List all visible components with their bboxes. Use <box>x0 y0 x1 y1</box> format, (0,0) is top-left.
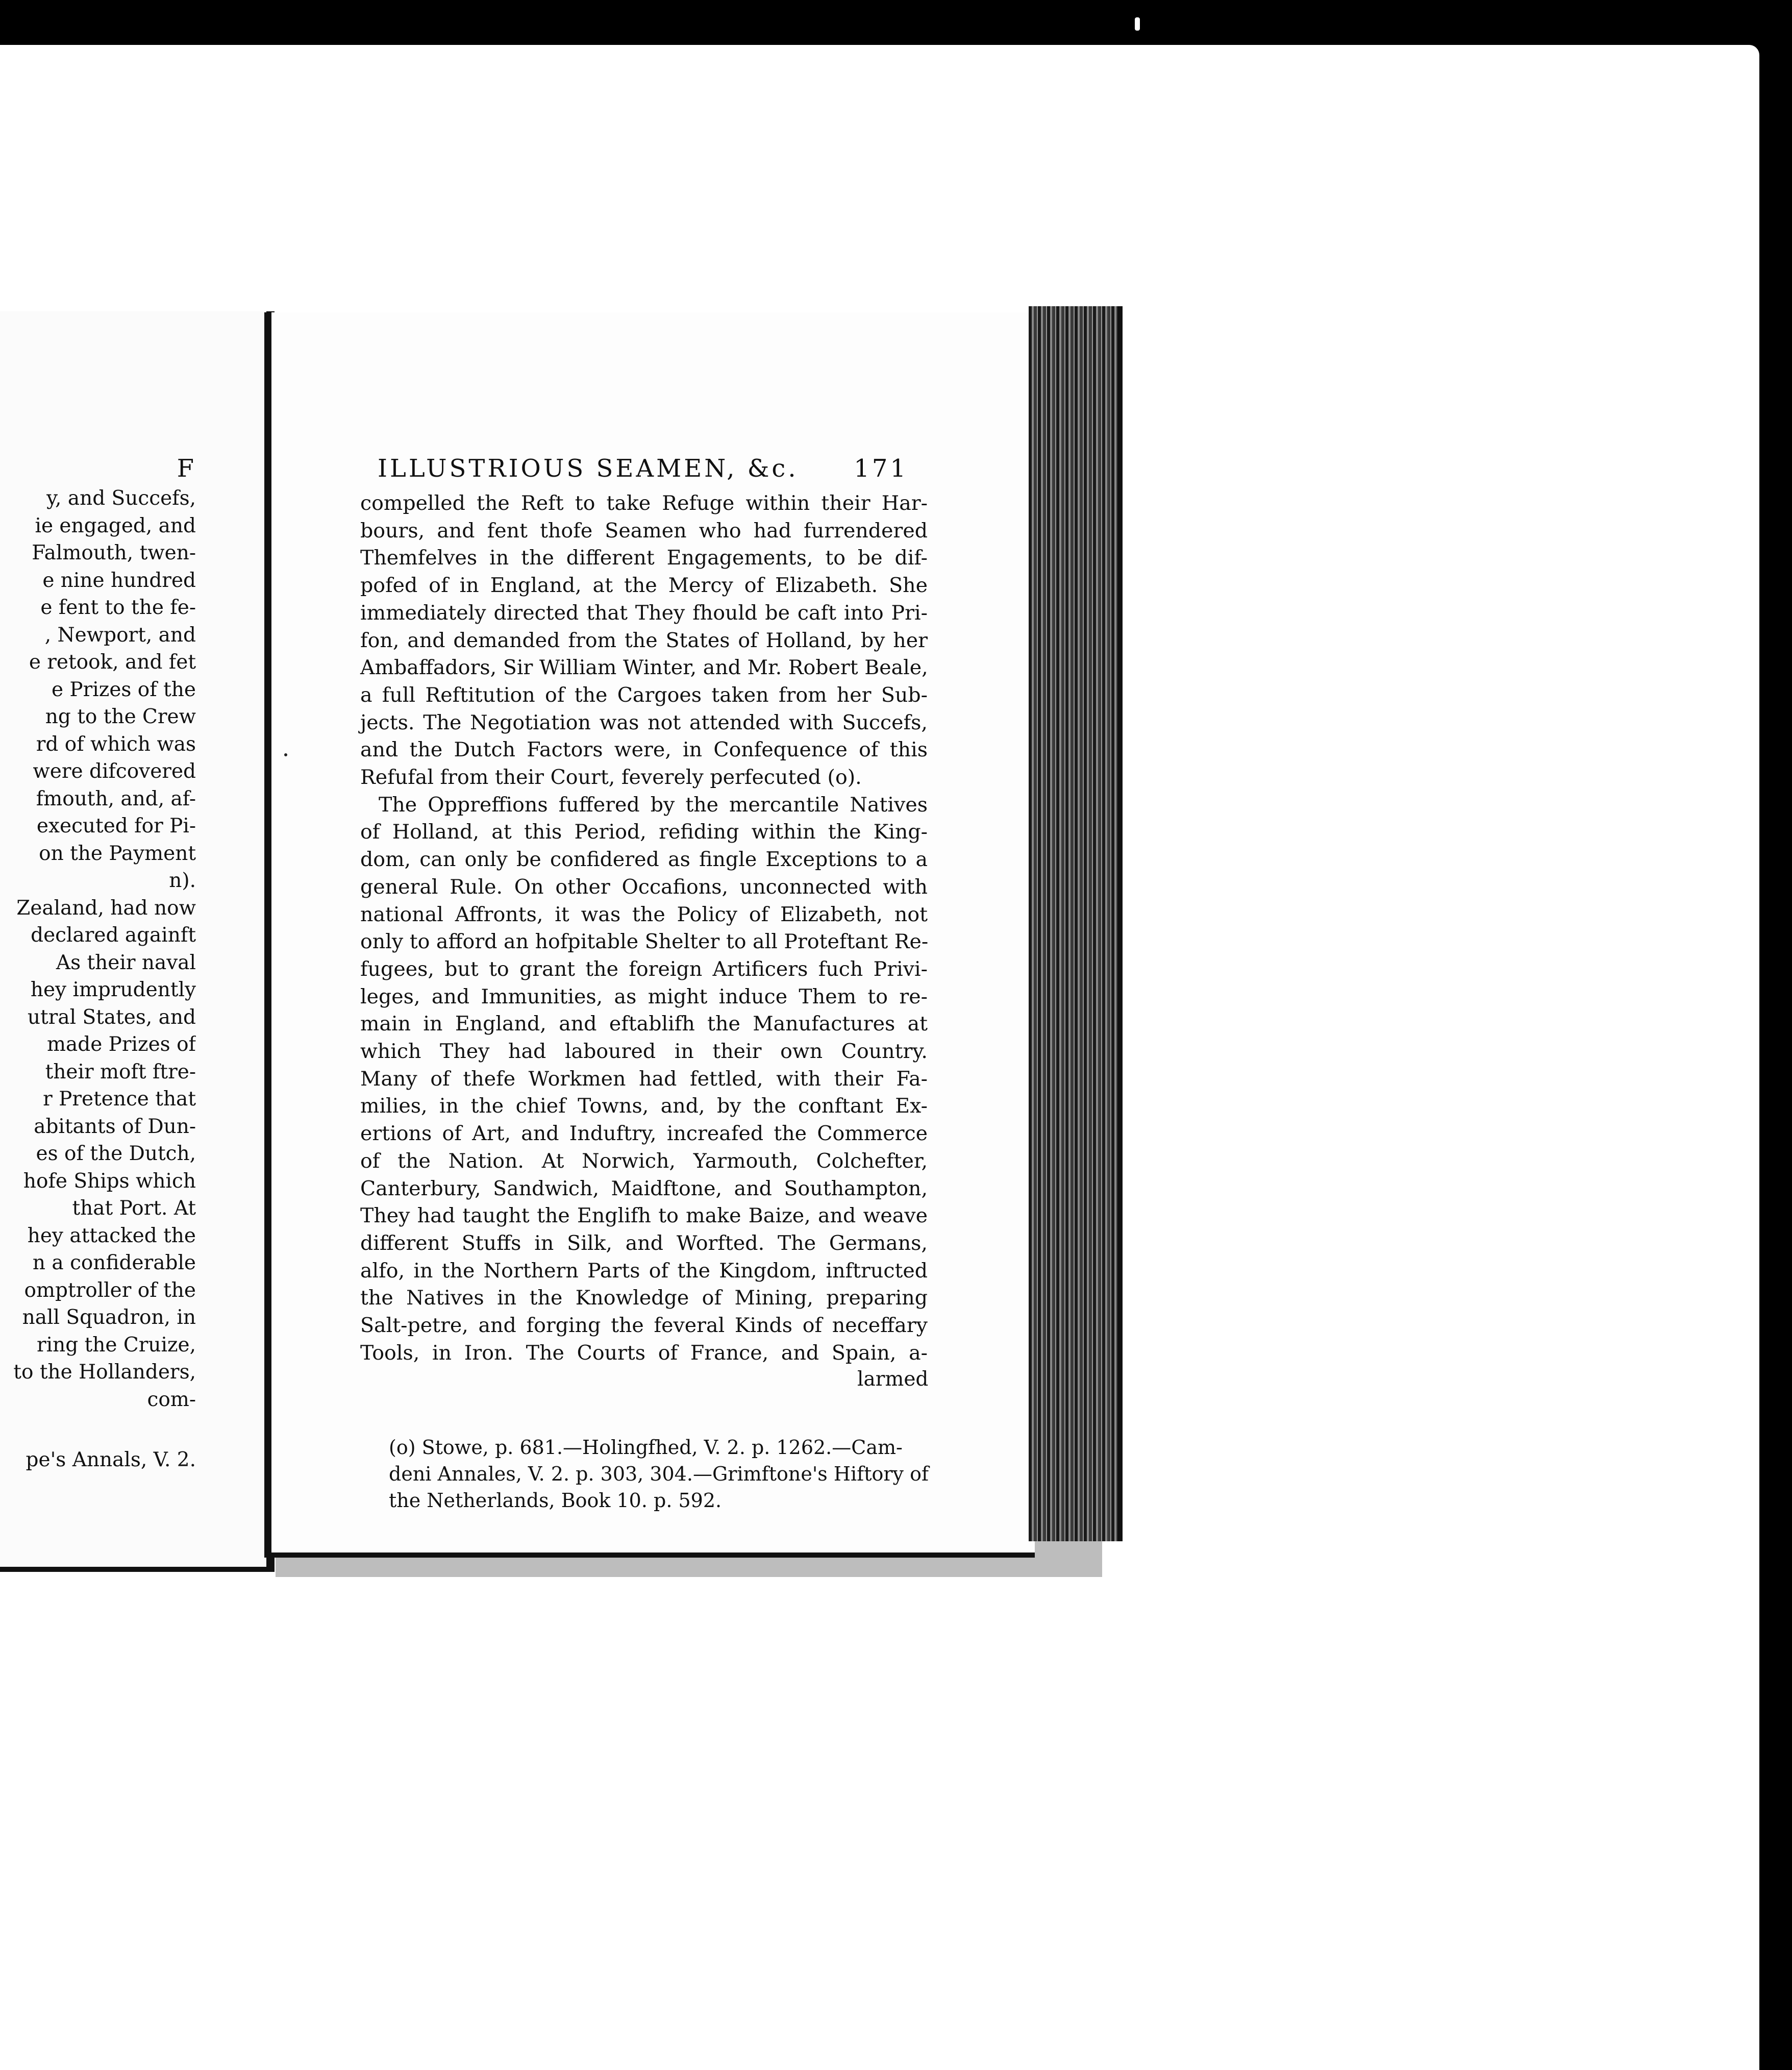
text-line: executed for Pi- <box>36 815 196 837</box>
text-line: Falmouth, twen- <box>32 541 196 564</box>
catchword: larmed <box>857 1368 929 1391</box>
text-line: n a confiderable <box>32 1251 196 1274</box>
running-head <box>378 454 908 483</box>
text-line: different Stuffs in Silk, and Worfted. The Germans, <box>360 1231 928 1255</box>
text-line: rd of which was <box>36 732 196 756</box>
footnote <box>389 1434 929 1514</box>
text-line: and the Dutch Factors were, in Confequence of this <box>360 738 928 762</box>
text-line: declared againft <box>31 924 196 947</box>
text-line: to the Hollanders, <box>13 1361 196 1384</box>
text-line: of the Nation. At Norwich, Yarmouth, Colchefter, <box>360 1149 928 1173</box>
text-line: omptroller of the <box>24 1278 196 1302</box>
text-line: leges, and Immunities, as might induce Them to re- <box>360 984 928 1008</box>
page-number: 171 <box>854 454 908 483</box>
text-line: general Rule. On other Occafions, unconnected with <box>360 875 928 899</box>
text-line: ie engaged, and <box>35 514 196 537</box>
text-line: fugees, but to grant the foreign Artificers fuch Privi- <box>360 957 928 981</box>
text-line: on the Payment <box>39 842 196 865</box>
text-line: They had taught the Englifh to make Baize, and weave <box>360 1204 928 1228</box>
footnote-line: deni Annales, V. 2. p. 303, 304.—Grimftone's Hiftory of <box>389 1463 929 1485</box>
text-line: only to afford an hofpitable Shelter to all Proteftant Re- <box>360 930 929 954</box>
text-line: main in England, and eftablifh the Manufactures at <box>360 1012 928 1036</box>
text-line: bours, and fent thofe Seamen who had furrendered <box>360 519 928 543</box>
text-line: were difcovered <box>33 760 196 783</box>
text-line: ring the Cruize, <box>37 1333 196 1357</box>
running-head-title: ILLUSTRIOUS SEAMEN, &c. <box>378 454 799 483</box>
text-line: r Pretence that <box>43 1088 196 1111</box>
text-line: of Holland, at this Period, refiding within the King- <box>360 820 928 844</box>
text-line: As their naval <box>56 951 196 974</box>
text-line: national Affronts, it was the Policy of Elizabeth, not <box>360 902 928 926</box>
footnote-line: the Netherlands, Book 10. p. 592. <box>389 1489 722 1512</box>
text-line: e nine hundred <box>42 569 196 592</box>
text-line: y, and Succefs, <box>46 487 196 510</box>
text-line: e retook, and fet <box>29 651 196 674</box>
text-line: nall Squadron, in <box>22 1306 196 1329</box>
text-line: Zealand, had now <box>16 896 196 920</box>
text-line: jects. The Negotiation was not attended with Succefs, <box>360 710 928 734</box>
text-line: milies, in the chief Towns, and, by the conftant Ex- <box>360 1094 928 1118</box>
text-line: immediately directed that They fhould be caft into Pri- <box>360 601 928 625</box>
left-footnote: pe's Annals, V. 2. <box>26 1448 196 1471</box>
text-line: pofed of in England, at the Mercy of Elizabeth. She <box>360 574 928 598</box>
text-line: Refufal from their Court, feverely perfecuted (o). <box>360 766 862 790</box>
text-line: Ambaffadors, Sir William Winter, and Mr. Robert Beale, <box>360 656 928 680</box>
text-line: fmouth, and, af- <box>36 787 196 810</box>
text-line: that Port. At <box>72 1197 196 1220</box>
margin-dot <box>284 753 287 756</box>
text-line: e Prizes of the <box>51 678 196 701</box>
text-line: ertions of Art, and Induftry, increafed the Commerce <box>360 1122 928 1146</box>
text-line: , Newport, and <box>44 623 196 647</box>
text-line: n). <box>169 869 196 892</box>
text-line: which They had laboured in their own Country. <box>360 1040 928 1064</box>
text-line: their moft ftre- <box>45 1060 196 1083</box>
text-line: The Oppreffions fuffered by the mercantile Natives <box>379 793 928 817</box>
left-page-text <box>0 485 196 1455</box>
text-line: utral States, and <box>27 1005 196 1029</box>
text-line: hofe Ships which <box>23 1169 196 1193</box>
text-line: Salt-petre, and forging the feveral Kinds of neceffary <box>360 1314 928 1338</box>
text-line: hey attacked the <box>27 1224 196 1247</box>
text-line: fon, and demanded from the States of Holland, by her <box>360 628 928 652</box>
text-line: Tools, in Iron. The Courts of France, and Spain, a- <box>360 1341 928 1365</box>
text-line: a full Reftitution of the Cargoes taken from her Sub- <box>360 683 928 707</box>
scan-speck <box>1135 17 1140 31</box>
text-line: alfo, in the Northern Parts of the Kingdom, inftructed <box>360 1259 928 1283</box>
text-line: Themfelves in the different Engagements, to be dif- <box>360 546 928 570</box>
text-line: hey imprudently <box>30 978 196 1001</box>
text-line: made Prizes of <box>47 1033 196 1056</box>
text-line: ng to the Crew <box>45 705 196 728</box>
text-line: e fent to the fe- <box>40 596 196 619</box>
text-line: Many of thefe Workmen had fettled, with their Fa- <box>360 1067 928 1091</box>
body-text <box>360 490 928 1367</box>
text-line: compelled the Reft to take Refuge within their Har- <box>360 491 928 515</box>
text-line: the Natives in the Knowledge of Mining, preparing <box>360 1286 928 1310</box>
text-line: com- <box>147 1388 196 1411</box>
text-line: dom, can only be confidered as fingle Exceptions to a <box>360 848 928 872</box>
text-line: es of the Dutch, <box>36 1142 196 1165</box>
footnote-line: (o) Stowe, p. 681.—Holingfhed, V. 2. p. 1262.—Cam- <box>389 1436 903 1459</box>
text-line: Canterbury, Sandwich, Maidftone, and Southampton, <box>360 1176 928 1200</box>
book-fore-edge <box>1029 306 1123 1541</box>
text-line: abitants of Dun- <box>34 1115 196 1138</box>
left-running-head: F <box>177 454 194 483</box>
